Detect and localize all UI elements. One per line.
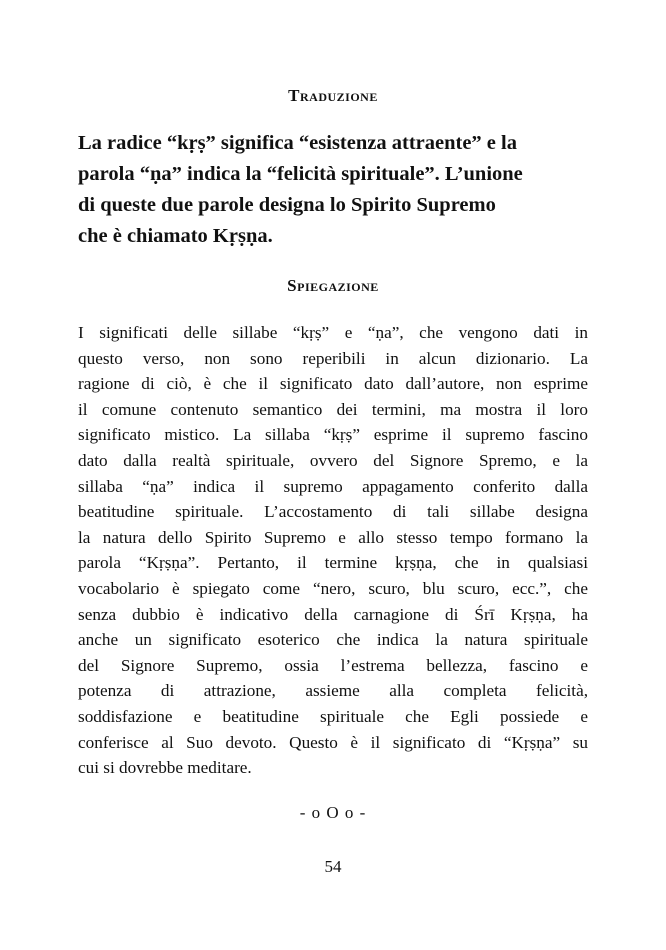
explanation-line: parola “Kṛṣṇa”. Pertanto, il termine kṛṣṇa, che in qualsiasi [78,553,588,573]
explanation-line: conferisce al Suo devoto. Questo è il significato di “Kṛṣṇa” su [78,732,588,752]
explanation-line: del Signore Supremo, ossia l’estrema bellezza, fascino e [78,655,588,675]
section-ornament: - o O o - [299,803,367,822]
explanation-line: il comune contenuto semantico dei termini, ma mostra il loro [78,399,588,419]
explanation-line: sillaba “ṇa” indica il supremo appagamento conferito dalla [78,476,588,496]
translation-heading: Traduzione [288,86,378,105]
explanation-line: senza dubbio è indicativo della carnagione di Śrī Kṛṣṇa, ha [78,604,588,624]
translation-line: che è chiamato Kṛṣṇa. [78,225,273,247]
explanation-line: significato mistico. La sillaba “kṛṣ” esprime il supremo fascino [78,425,588,445]
translation-line: parola “ṇa” indica la “felicità spirituale”. L’unione [78,163,523,185]
explanation-line: dato dalla realtà spirituale, ovvero del Signore Spremo, e la [78,450,588,470]
explanation-line: la natura dello Spirito Supremo e allo stesso tempo formano la [78,527,588,547]
explanation-line: soddisfazione e beatitudine spirituale che Egli possiede e [78,706,588,726]
explanation-line: anche un significato esoterico che indica la natura spirituale [78,630,588,650]
translation-text [78,128,588,252]
explanation-heading: Spiegazione [287,276,379,295]
explanation-line: questo verso, non sono reperibili in alcun dizionario. La [78,348,588,368]
explanation-text [78,320,588,781]
explanation-line: vocabolario è spiegato come “nero, scuro, blu scuro, ecc.”, che [78,578,588,598]
explanation-line: beatitudine spirituale. L’accostamento di tali sillabe designa [78,502,588,522]
page-number: 54 [324,857,342,876]
translation-line: La radice “kṛṣ” significa “esistenza attraente” e la [78,132,517,154]
explanation-line: cui si dovrebbe meditare. [78,758,252,778]
explanation-line: ragione di ciò, è che il significato dato dall’autore, non esprime [78,374,588,394]
translation-line: di queste due parole designa lo Spirito Supremo [78,194,496,216]
explanation-line: potenza di attrazione, assieme alla completa felicità, [78,681,588,701]
explanation-line: I significati delle sillabe “kṛṣ” e “ṇa”, che vengono dati in [78,323,588,342]
